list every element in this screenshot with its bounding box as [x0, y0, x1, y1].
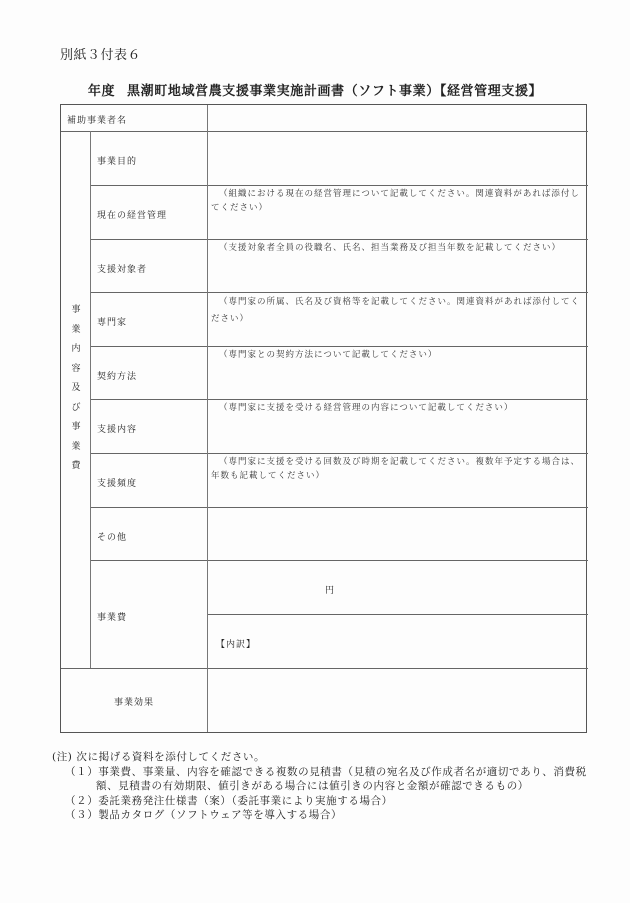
row-label-effect: 事業効果 [113, 698, 154, 708]
group-label-char: 事 [71, 422, 81, 432]
purpose-field[interactable] [209, 132, 586, 185]
group-label-char: び [71, 402, 81, 413]
row-divider [91, 292, 588, 293]
row-label-cost: 事業費 [97, 613, 128, 623]
support-target-note[interactable]: （支援対象者全員の役職名、氏名、担当業務及び担当年数を記載してください） [219, 243, 562, 253]
row-divider [91, 346, 588, 347]
effect-field[interactable] [209, 669, 586, 732]
row-divider [91, 239, 588, 240]
group-label-char: 事 [71, 305, 81, 315]
cost-amount-unit: 円 [325, 586, 336, 596]
note-item-1: （１）事業費、事業量、内容を確認できる複数の見積書（見積の宛名及び作成者名が適切であり、消費税 [65, 765, 587, 778]
contract-method-note[interactable]: （専門家との契約方法について記載してください） [219, 350, 438, 360]
row-label-purpose: 事業目的 [97, 157, 138, 167]
row-divider [208, 614, 588, 615]
group-label-char: 及 [71, 383, 81, 393]
title-year: 年度 [87, 84, 116, 99]
col-divider [207, 105, 208, 732]
title-text: 黒潮町地域営農支援事業実施計画書（ソフト事業）【経営管理支援】 [127, 84, 543, 99]
document-title [0, 80, 630, 99]
cost-breakdown-label: 【内訳】 [216, 640, 257, 650]
plan-form-table [60, 104, 587, 733]
row-divider [91, 453, 588, 454]
row-label-expert: 専門家 [97, 318, 128, 328]
group-label-char: 業 [71, 324, 81, 335]
group-label-char: 業 [71, 441, 81, 452]
group-label-char: 費 [71, 461, 81, 471]
row-label-current-management: 現在の経営管理 [97, 211, 168, 221]
row-label-contract-method: 契約方法 [97, 372, 138, 382]
document-label: 別紙３付表６ [60, 48, 142, 63]
group-label-char: 内 [71, 344, 81, 354]
current-management-note[interactable]: （組織における現在の経営管理について記載してください。関連資料があれば添付してください） [211, 189, 580, 213]
support-frequency-note[interactable]: （専門家に支援を受ける回数及び時期を記載してください。複数年予定する場合は、年数も記載してください） [211, 457, 581, 481]
note-item-2: （２）委託業務発注仕様書（案）（委託事業により実施する場合） [65, 794, 393, 807]
note-item-3: （３）製品カタログ（ソフトウェア等を導入する場合） [65, 809, 343, 821]
row-label-other: その他 [97, 533, 128, 543]
cost-amount-field[interactable] [209, 561, 586, 613]
row-label-support-content: 支援内容 [97, 425, 138, 435]
support-content-note[interactable]: （専門家に支援を受ける経営管理の内容について記載してください） [219, 403, 514, 413]
expert-note[interactable]: （専門家の所属、氏名及び資格等を記載してください。関連資料があれば添付してください） [211, 297, 581, 324]
row-label-support-target: 支援対象者 [97, 265, 148, 275]
group-label-char: 容 [71, 363, 81, 374]
applicant-name-label: 補助事業者名 [67, 116, 128, 126]
other-field[interactable] [209, 508, 586, 560]
row-divider [91, 399, 588, 400]
row-divider [91, 185, 588, 186]
row-label-support-frequency: 支援頻度 [97, 479, 138, 489]
attachment-notes [52, 750, 587, 823]
group-label-vertical [61, 301, 91, 477]
notes-heading: (注) 次に掲げる資料を添付してください。 [52, 751, 266, 763]
applicant-name-field[interactable] [209, 105, 586, 131]
note-item-1-continued: 額、見積書の有効期限、値引きがある場合には値引きの内容と金額が確認できるもの） [96, 780, 529, 792]
